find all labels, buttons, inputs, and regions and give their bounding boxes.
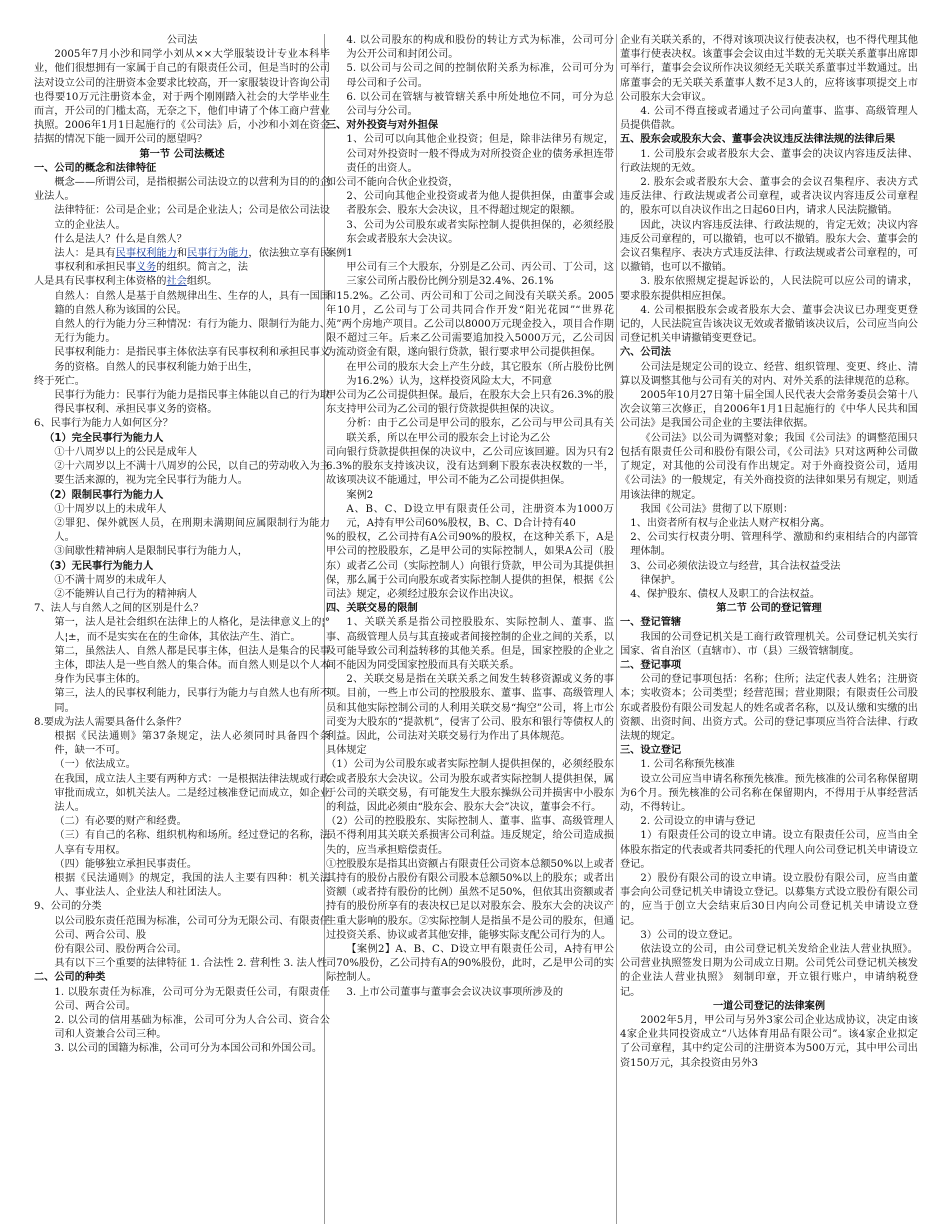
paragraph: 公司法是规定公司的设立、经营、组织管理、变更、终止、清算以及调整其他与公司有关的对内、对外关系的法律规范的总称。	[620, 361, 918, 387]
paragraph: （1）公司为公司股东或者实际控制人提供担保的，必须经股东会或者股东大会决议。公司为股东或者实际控制人提供担保，属于公司的关联交易，有可能发生大股东操纵公司并损害中小股东的利益，因此必须由“股东会、股东大会”决议，董事会不行。	[326, 759, 614, 813]
paragraph: 分析：由于乙公司是甲公司的股东，乙公司与甲公司具有关联关系，所以在甲公司的股东会上讨论为乙公	[346, 418, 614, 444]
question-heading: 7、法人与自然人之间的区别是什么？	[34, 603, 204, 615]
list-item: 3）公司的设立登记。	[640, 929, 739, 941]
paragraph: ①控股股东是指其出资额占有限责任公司资本总额50%以上或者其持有的股份占股份有限公司股本总额50%以上的股东；或者出资额（或者持有股份的比例）虽然不足50%，但依其出资额或者持有的股份所享有的表决权已足以对股东会、股东大会的决议产生重大影响的股东。②实际控制人是指虽不是公司的股东，但通过投资关系、协议或者其他安排，能够实际支配公司行为的人。	[326, 858, 614, 941]
list-item: ①不满十周岁的未成年人	[54, 574, 167, 586]
paragraph: 概念——所谓公司，是指根据公司法设立的以营利为目的的企业法人。	[34, 177, 330, 203]
paragraph: 以公司股东责任范围为标准，公司可分为无限公司、有限责任公司、两合公司、股	[54, 915, 330, 941]
paragraph: 具体规定	[326, 745, 367, 757]
text: 组织。	[186, 276, 218, 288]
list-item: 1. 以股东责任为标准，公司可分为无限责任公司，有限责任公司、两合公司。	[54, 986, 330, 1012]
list-item: 6. 以公司在管辖与被管辖关系中所处地位不同，可分为总公司与分公司。	[346, 91, 614, 118]
paragraph: 2、关联交易是指在关联关系之间发生转移资源或义务的事项。目前，一些上市公司的控股股东、董事、监事、高级管理人员和其他实际控制公司的人利用关联交易“掏空”公司，将上市公司变为大股东的“提款机”，侵害了公司、股东和银行等债权人的利益。因此，公司法对关联交易行为作出了具体规范。	[326, 674, 614, 742]
paragraph: 因此，决议内容违反法律、行政法规的，肯定无效；决议内容违反公司章程的，可以撤销，也可以不撤销。股东大会、董事会的会议召集程序、表决方式违反法律、行政法规或者公司章程的，可以撤销，也可以不撤销。	[620, 219, 918, 274]
paragraph: 具有以下三个重要的法律特征 1. 合法性 2. 营利性 3. 法人性	[54, 958, 328, 970]
case-heading: 一道公司登记的法律案例	[712, 1000, 826, 1012]
link-civil-conduct-capacity[interactable]: 民事行为能力	[187, 248, 249, 260]
paragraph: 我国《公司法》贯彻了以下原则：	[640, 503, 794, 515]
subsection-heading-establishment: 三、设立登记	[620, 745, 682, 757]
list-item: 律保护。	[640, 574, 682, 586]
subsection-heading-investment: 三、对外投资与对外担保	[326, 120, 439, 132]
paragraph: 依法设立的公司，由公司登记机关发给企业法人营业执照》。公司营业执照签发日期为公司成立日期。公司凭公司登记机关核发的企业法人营业执照》 刻制印章，开立银行账户，申请纳税登记。	[620, 944, 918, 998]
paragraph: 4. 公司根据股东会或者股东大会、董事会决议已办理变更登记的，人民法院宣告该决议无效或者撤销该决议后，公司应当向公司登记机关申请撤销变更登记。	[620, 304, 918, 345]
column-divider-right	[616, 34, 617, 1224]
link-civil-rights-capacity[interactable]: 民事权利能力	[115, 248, 177, 260]
list-item: 1. 公司名称预先核准	[640, 759, 735, 771]
paragraph: 1. 公司股东会或者股东大会、董事会的决议内容违反法律、行政法规的无效。	[620, 148, 918, 174]
paragraph: 如公司不能向合伙企业投资，	[326, 177, 459, 189]
paragraph: 1）有限责任公司的设立申请。设立有限责任公司，应当由全体股东指定的代表或者共同委托的代理人向公司登记机关申请设立登记。	[620, 830, 918, 870]
paragraph: （2）公司的控股股东、实际控制人、董事、监事、高级管理人员不得利用其关联关系损害公司利益。违反规定，给公司造成损失的，应当承担赔偿责任。	[326, 816, 614, 856]
list-item: （四）能够独立承担民事责任。	[54, 858, 198, 870]
paragraph: 法律特征：公司是企业；公司是企业法人；公司是依公司法设立的企业法人。	[54, 205, 330, 231]
paragraph: 民事行为能力：民事行为能力是指民事主体能以自己的行为取得民事权利、承担民事义务的资格。	[54, 390, 330, 416]
paragraph: 3. 上市公司董事与董事会会议决议事项所涉及的	[346, 986, 564, 998]
list-item: ③间歇性精神病人是限制民事行为能力人，	[54, 546, 248, 558]
text: ，依法独立享有民事权利和承担民事	[54, 248, 330, 274]
paragraph: A、B、C、D设立甲有限责任公司，注册资本为1000万元，A持有甲公司60%股权，B、C、D合计持有40	[346, 503, 614, 529]
paragraph	[34, 275, 330, 289]
paragraph: 设立公司应当申请名称预先核准。预先核准的公司名称保留期为6个月。预先核准的公司名称在保留期内，不得用于从事经营活动，不得转让。	[620, 773, 918, 813]
list-item: （一）依法成立。	[54, 759, 136, 771]
paragraph: 1、关联关系是指公司控股股东、实际控制人、董事、监事、高级管理人员与其直接或者间接控制的企业之间的关系，以及可能导致公司利益转移的其他关系。但是，国家控股的企业之间不能因为同受国家控股而具有关联关系。	[326, 617, 614, 671]
paragraph: 【案例2】A、B、C、D设立甲有限责任公司，A持有甲公司70%股份，乙公司持有A的90%股份，此时，乙是甲公司的实际控制人。	[326, 944, 614, 984]
case-label: 案例2	[346, 489, 374, 501]
subsection-heading-concept: 一、公司的概念和法律特征	[34, 162, 157, 174]
paragraph: 在甲公司的股东大会上产生分歧，其它股东（所占股份比例为16.2%）认为，这样投资风险太大，不同意	[346, 361, 614, 387]
paragraph: 4. 公司不得直接或者通过子公司向董事、监事、高级管理人员提供借款。	[620, 106, 918, 132]
paragraph: 根据《民法通则》的规定，我国的法人主要有四种：机关法人、事业法人、企业法人和社团法人。	[54, 872, 330, 899]
paragraph: 司向银行贷款提供担保的决议中，乙公司应该回避。因为只有26.3%的股东支持该决议，没有达到剩下股东表决权数的一半，故该项决议不能通过，甲公司不能为乙公司提供担保。	[326, 446, 614, 487]
list-heading: （1）完全民事行为能力人	[44, 432, 164, 444]
subsection-heading-resolutions: 五、股东会或股东大会、董事会决议违反法律法规的法律后果	[620, 134, 896, 146]
list-item: 5. 以公司与公司之间的控制依附关系为标准，公司可分为母公司和子公司。	[346, 63, 614, 89]
paragraph: 终于死亡。	[34, 375, 85, 387]
list-item: （三）有自己的名称、组织机构和场所。经过登记的名称，法人享有专用权。	[54, 830, 330, 856]
paragraph: 第一，法人是社会组织在法律上的人格化，是法律意义上的¦°人¦±，而不是实实在在的生命体，其依法产生、消亡。	[54, 617, 330, 643]
paragraph: 3、公司为公司股东或者实际控制人提供担保的，必须经股东会或者股东大会决议。	[346, 219, 614, 245]
paragraph: 自然人的行为能力分三种情况：有行为能力、限制行为能力、无行为能力。	[54, 319, 330, 345]
list-item: 2、公司实行权责分明、管理科学、激励和约束相结合的内部管理体制。	[630, 532, 918, 558]
list-item: 2. 公司设立的申请与登记	[640, 816, 756, 828]
link-obligation[interactable]: 义务	[135, 262, 157, 274]
list-item: 3. 以公司的国籍为标准，公司可分为本国公司和外国公司。	[54, 1043, 323, 1055]
paragraph: 1、公司可以向其他企业投资；但是，除非法律另有规定，公司对外投资时一般不得成为对所投资企业的债务承担连带责任的出资人。	[346, 134, 614, 174]
paragraph: 第二，虽然法人、自然人都是民事主体，但法人是集合的民事主体，即法人是一些自然人的集合体。而自然人则是以个人本身作为民事主体的。	[54, 645, 330, 686]
question-heading: 9、公司的分类	[34, 901, 102, 913]
paragraph: 什么是法人？什么是自然人？	[54, 233, 187, 245]
text: 人是具有民事权利主体资格的	[34, 276, 167, 288]
paragraph: 自然人：自然人是基于自然规律出生、生存的人，具有一国国籍的自然人称为该国的公民。	[54, 290, 330, 316]
text: 法人：是具有	[54, 248, 116, 260]
list-heading: （3）无民事行为能力人	[44, 560, 154, 572]
paragraph: 民事权利能力：是指民事主体依法享有民事权利和承担民事义务的资格。自然人的民事权利能力始于出生，	[54, 347, 330, 373]
paragraph: 甲公司为乙公司提供担保。最后，在股东大会上只有26.3%的股东支持甲公司为乙公司的银行贷款提供担保的决议。	[326, 390, 614, 416]
list-item: 4. 以公司股东的构成和股份的转让方式为标准，公司可分为公开公司和封闭公司。	[346, 35, 614, 61]
list-item: ②不能辨认自己行为的精神病人	[54, 588, 198, 600]
subsection-heading-types: 二、公司的种类	[34, 972, 106, 984]
text: 的组织。简言之，法	[156, 262, 248, 274]
paragraph: 2、公司向其他企业投资或者为他人提供担保，由董事会或者股东会、股东大会决议，且不得超过规定的限额。	[346, 191, 614, 217]
section-heading-1: 第一节 公司法概述	[139, 148, 225, 160]
paragraph: 2002年5月，甲公司与另外3家公司企业达成协议，决定由该4家企业共同投资成立“八达体育用品有限公司”。该4家企业拟定了公司章程，其中约定公司的注册资本为500万元，其中甲公司出资150万元，其余投资由另外3	[620, 1015, 918, 1069]
paragraph: 和15.2%。乙公司、丙公司和丁公司之间没有关联关系。2005年10月，乙公司与丁公司共同合作开发“阳光花园”“世界花苑”两个房地产项目。乙公司以8000万元现金投入，项目合作期限不超过三年。后来乙公司需要追加投入5000万元，乙公司因为流动资金有限，遂向银行贷款，银行要求甲公司提供担保。	[326, 290, 614, 359]
list-item: 4、保护股东、债权人及职工的合法权益。	[630, 588, 821, 600]
list-item: ①十八周岁以上的公民是成年人	[54, 446, 198, 458]
link-society[interactable]: 社会	[166, 276, 187, 288]
question-heading: 6、民事行为能力人如何区分？	[34, 418, 173, 430]
list-item: 1、出资者所有权与企业法人财产权相分离。	[630, 517, 831, 529]
paragraph: 在我国，成立法人主要有两种方式：一是根据法律法规或行政审批而成立，如机关法人。二是经过核准登记而成立，如企业法人。	[54, 773, 330, 813]
paragraph: 根据《民法通则》第37条规定，法人必须同时具备四个条件，缺一不可。	[54, 730, 330, 757]
intro-case-paragraph: 2005年7月小沙和同学小刘从××大学服装设计专业本科毕业，他们很想拥有一家属于自己的有限责任公司，但是当时的公司法对设立公司的注册资本金要求比较高，开一家服装设计咨询公司也得要10万元注册资本金，对于两个刚刚踏入社会的大学毕业生而言，开公司的门槛太高，无奈之下，他们申请了个体工商户营业执照。2006年1月1日起施行的《公司法》后，小沙和小刘在资金拮据的情况下能一圆开公司的愿望吗？	[34, 49, 330, 146]
text-column-left	[34, 34, 330, 1224]
subsection-heading-related-transactions: 四、关联交易的限制	[326, 603, 418, 615]
subsection-heading-company-law: 六、公司法	[620, 347, 671, 359]
paragraph: 《公司法》以公司为调整对象；我国《公司法》的调整范围只包括有限责任公司和股份有限公司，《公司法》只对这两种公司做了规定，对其他的公司没有作出规定。对于外商投资公司，适用《公司法》的一般规定，有关外商投资的法律如果另有规定，则适用该法律的规定。	[620, 432, 918, 501]
subsection-heading-jurisdiction: 一、登记管辖	[620, 617, 682, 629]
paragraph: 公司的登记事项包括：名称；住所；法定代表人姓名；注册资本；实收资本；公司类型；经营范围；营业期限；有限责任公司股东或者股份有限公司发起人的姓名或者名称，以及认缴和实缴的出资额、出资时间、出资方式。公司的登记事项应当符合法律、行政法规的规定。	[620, 674, 918, 742]
legal-person-paragraph	[34, 247, 330, 275]
case-label: 案例1	[326, 248, 353, 260]
list-item: （二）有必要的财产和经费。	[54, 816, 187, 828]
list-item: 3、公司必须依法设立与经营，其合法权益受法	[630, 560, 841, 572]
paragraph: 我国的公司登记机关是工商行政管理机关。公司登记机关实行国家、省自治区（直辖市）、市（县）三级管辖制度。	[620, 631, 918, 657]
question-heading: 8.要成为法人需要具备什么条件？	[34, 716, 187, 728]
paragraph: %的股权，乙公司持有A公司90%的股权，在这种关系下，A是甲公司的控股股东，乙是甲公司的实际控制人，如果A公司（股东）或者乙公司（实际控制人）向银行贷款，甲公司为其提供担保，那么属于公司向股东或者实际控制人提供的担保，根据《公司法》规定，必须经过股东会议作出决议。	[326, 532, 614, 600]
list-heading: （2）限制民事行为能力人	[44, 489, 164, 501]
paragraph: 2005年10月27日第十届全国人民代表大会常务委员会第十八次会议第三次修正，自2006年1月1日起施行的《中华人民共和国公司法》是我国公司企业的主要法律依据。	[620, 390, 918, 430]
paragraph: 3. 股东依照规定提起诉讼的，人民法院可以应公司的请求，要求股东提供相应担保。	[620, 276, 918, 302]
text: 和	[176, 248, 188, 260]
subsection-heading-items: 二、登记事项	[620, 659, 682, 671]
list-item: ②罪犯、保外就医人员，在刑期未满期间应属限制行为能力人。	[54, 517, 330, 544]
paragraph: 2）股份有限公司的设立申请。设立股份有限公司，应当由董事会向公司登记机关申请设立登记。以募集方式设立股份有限公司的，应当于创立大会结束后30日内向公司登记机关申请设立登记。	[620, 872, 918, 927]
paragraph: 份有限公司、股份两合公司。	[54, 944, 187, 955]
paragraph: 甲公司有三个大股东，分别是乙公司、丙公司、丁公司，这三家公司所占股份比例分别是32.4%、26.1%	[346, 262, 614, 288]
section-heading-2: 第二节 公司的登记管理	[716, 603, 822, 615]
text-column-middle	[326, 34, 614, 1224]
list-item: ①十周岁以上的未成年人	[54, 503, 167, 515]
text-column-right	[620, 34, 918, 1224]
paragraph: 2. 股东会或者股东大会、董事会的会议召集程序、表决方式违反法律、行政法规或者公司章程，或者决议内容违反公司章程的，股东可以自决议作出之日起60日内，请求人民法院撤销。	[620, 177, 918, 217]
list-item: 2. 以公司的信用基础为标准，公司可分为人合公司、资合公司和人资兼合公司三种。	[54, 1015, 330, 1041]
list-item: ②十六周岁以上不满十八周岁的公民，以自己的劳动收入为主要生活来源的，视为完全民事行为能力人。	[54, 461, 330, 487]
paragraph: 企业有关联关系的，不得对该项决议行使表决权，也不得代理其他董事行使表决权。该董事会会议由过半数的无关联关系董事出席即可举行，董事会会议所作决议须经无关联关系董事过半数通过。出席董事会的无关联关系董事人数不足3人的，应将该事项提交上市公司股东大会审议。	[620, 35, 918, 103]
document-title: 公司法	[166, 35, 198, 46]
paragraph: 第三，法人的民事权利能力，民事行为能力与自然人也有所不同。	[54, 688, 330, 714]
